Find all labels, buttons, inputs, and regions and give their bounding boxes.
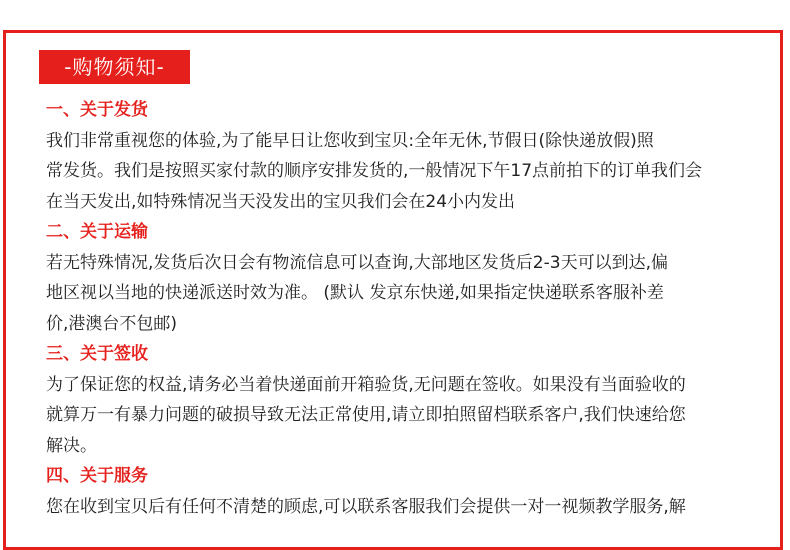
section-heading: 三、关于签收	[46, 344, 148, 364]
section-heading: 四、关于服务	[46, 466, 148, 486]
notice-content	[46, 95, 772, 522]
section-transport	[46, 217, 772, 339]
paragraph-line: 价,港澳台不包邮)	[46, 313, 178, 334]
section-heading: 二、关于运输	[46, 222, 148, 242]
page-title: -购物须知-	[39, 50, 190, 84]
paragraph-line: 常发货。我们是按照买家付款的顺序安排发货的,一般情况下午17点前拍下的订单我们会	[46, 161, 703, 181]
section-receipt	[46, 339, 772, 461]
paragraph-line: 我们非常重视您的体验,为了能早日让您收到宝贝:全年无休,节假日(除快递放假)照	[46, 130, 654, 151]
section-heading: 一、关于发货	[46, 100, 148, 120]
paragraph-line: 解决。	[46, 435, 97, 456]
paragraph-line: 为了保证您的权益,请务必当着快递面前开箱验货,无问题在签收。如果没有当面验收的	[46, 374, 686, 395]
paragraph-line: 若无特殊情况,发货后次日会有物流信息可以查询,大部地区发货后2-3天可以到达,偏	[46, 252, 668, 273]
paragraph-line: 在当天发出,如特殊情况当天没发出的宝贝我们会在24小内发出	[46, 191, 516, 212]
paragraph-line: 您在收到宝贝后有任何不清楚的顾虑,可以联系客服我们会提供一对一视频教学服务,解	[46, 496, 686, 517]
paragraph-line: 就算万一有暴力问题的破损导致无法正常使用,请立即拍照留档联系客户,我们快速给您	[46, 405, 686, 425]
section-service	[46, 461, 772, 522]
section-shipping	[46, 95, 772, 217]
paragraph-line: 地区视以当地的快递派送时效为准。 (默认 发京东快递,如果指定快递联系客服补差	[46, 283, 664, 303]
